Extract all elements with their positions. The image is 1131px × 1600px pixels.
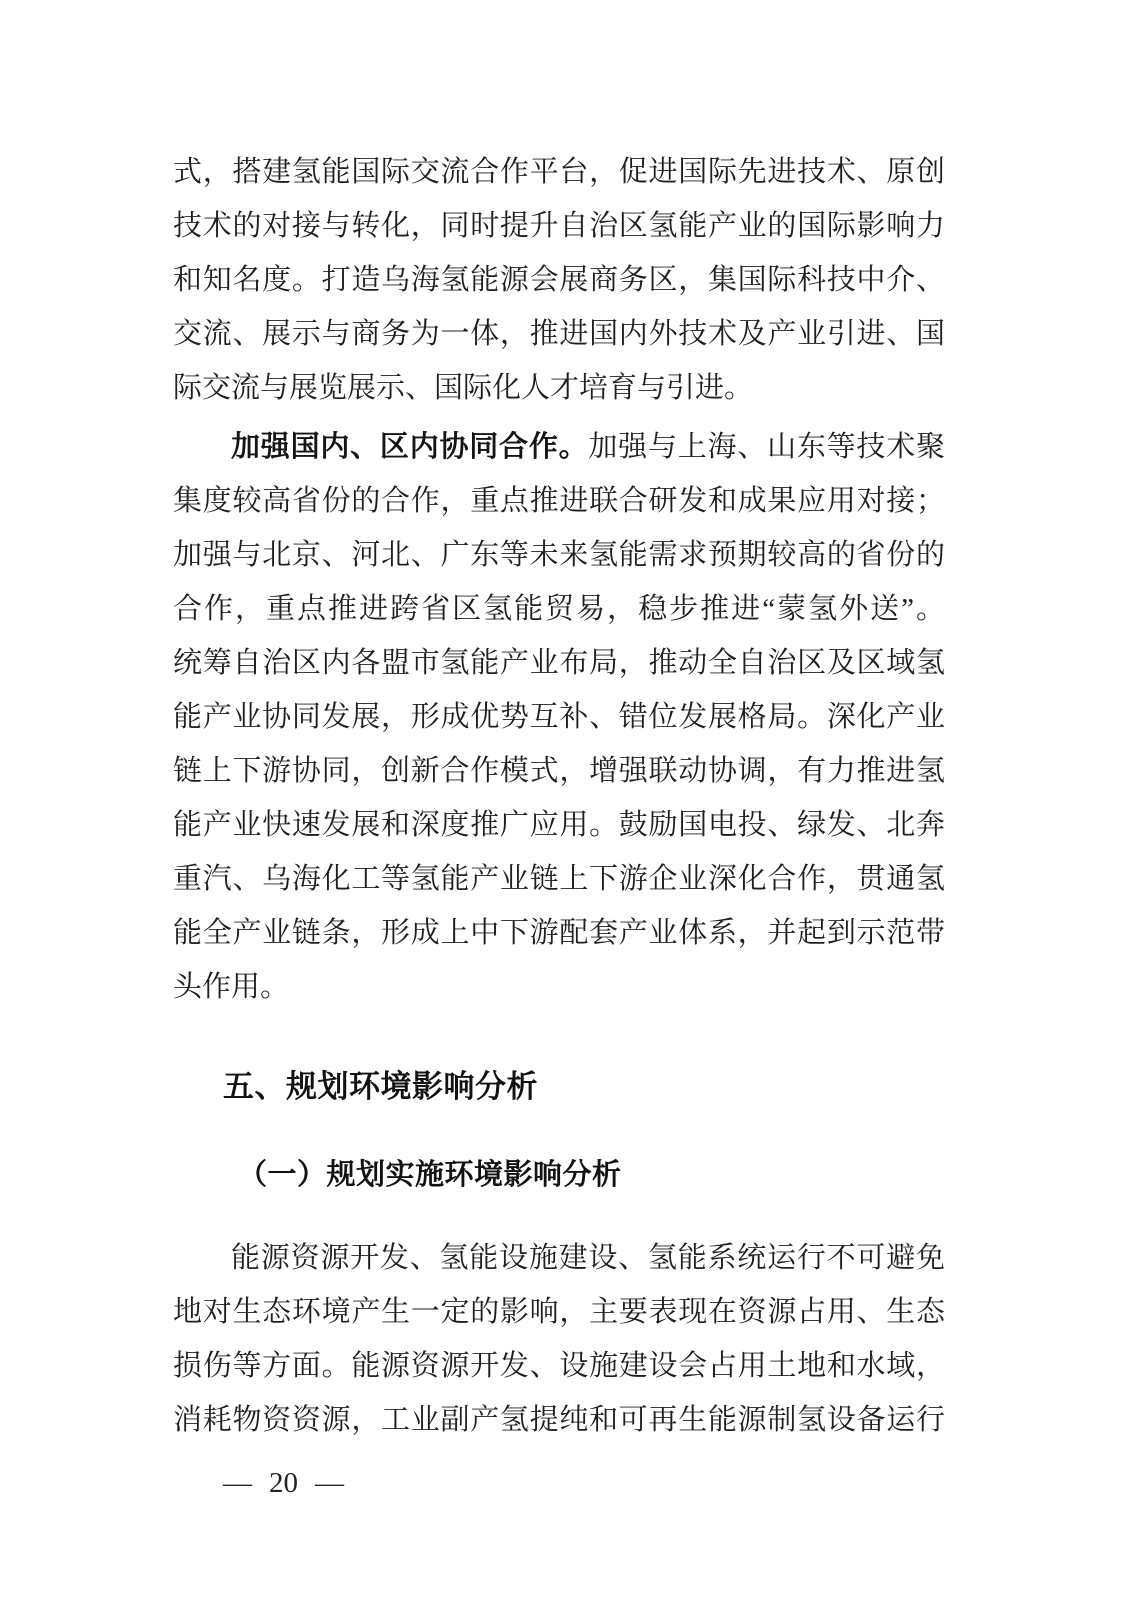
body-line: 地对生态环境产生一定的影响，主要表现在资源占用、生态: [173, 1296, 945, 1328]
body-line: [173, 420, 945, 474]
body-line: 能产业协同发展，形成优势互补、错位发展格局。深化产业: [173, 701, 945, 733]
body-line: 能产业快速发展和深度推广应用。鼓励国电投、绿发、北奔: [173, 809, 945, 841]
body-line: 交流、展示与商务为一体，推进国内外技术及产业引进、国: [173, 318, 945, 350]
section-heading-5: 五、规划环境影响分析: [223, 1069, 538, 1104]
body-line-text: 加强与上海、山东等技术聚: [588, 431, 945, 463]
body-line: 能源资源开发、氢能设施建设、氢能系统运行不可避免: [231, 1242, 945, 1274]
body-line: 消耗物资资源，工业副产氢提纯和可再生能源制氢设备运行: [173, 1404, 945, 1436]
page-footer: [223, 1456, 344, 1510]
body-line: 重汽、乌海化工等氢能产业链上下游企业深化合作，贯通氢: [173, 863, 945, 895]
body-line: 合作，重点推进跨省区氢能贸易，稳步推进“蒙氢外送”。: [173, 593, 945, 625]
paragraph-international-cooperation: [173, 145, 945, 415]
body-line: 能全产业链条，形成上中下游配套产业体系，并起到示范带: [173, 917, 945, 949]
body-line: 头作用。: [173, 971, 290, 1003]
paragraph-domestic-regional-cooperation: [173, 420, 945, 1014]
body-line: 损伤等方面。能源资源开发、设施建设会占用土地和水域，: [173, 1350, 945, 1382]
body-line: 集度较高省份的合作，重点推进联合研发和成果应用对接；: [173, 485, 945, 517]
run-in-bold-heading: 加强国内、区内协同合作。: [231, 431, 589, 463]
body-line: 技术的对接与转化，同时提升自治区氢能产业的国际影响力: [173, 210, 945, 242]
body-line: 式，搭建氢能国际交流合作平台，促进国际先进技术、原创: [173, 156, 945, 188]
body-line: 际交流与展览展示、国际化人才培育与引进。: [173, 372, 754, 404]
footer-dash-left: —: [223, 1466, 252, 1499]
text-block: [173, 145, 945, 1447]
page-number: 20: [269, 1466, 298, 1499]
body-line: 统筹自治区内各盟市氢能产业布局，推动全自治区及区域氢: [173, 647, 945, 679]
body-line: 链上下游协同，创新合作模式，增强联动协调，有力推进氢: [173, 755, 945, 787]
body-line: 加强与北京、河北、广东等未来氢能需求预期较高的省份的: [173, 539, 945, 571]
footer-dash-right: —: [315, 1466, 344, 1499]
body-line: 和知名度。打造乌海氢能源会展商务区，集国际科技中介、: [173, 264, 945, 296]
paragraph-environment-impact: [173, 1231, 945, 1447]
subsection-heading-5-1: （一）规划实施环境影响分析: [238, 1159, 622, 1191]
